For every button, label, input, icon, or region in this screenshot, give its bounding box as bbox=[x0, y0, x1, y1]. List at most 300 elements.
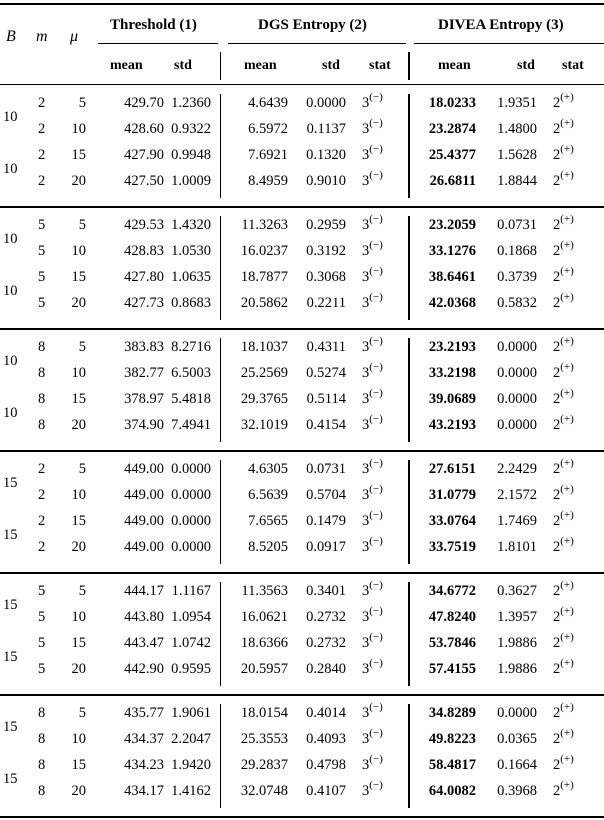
cmid-rule-threshold bbox=[98, 43, 218, 44]
divea-std: 2.1572 bbox=[497, 487, 537, 503]
dgs-stat-sign: (−) bbox=[369, 239, 383, 251]
dgs-std: 0.1320 bbox=[306, 147, 346, 163]
divea-mean: 64.0082 bbox=[428, 783, 476, 799]
divea-mean: 39.0689 bbox=[428, 391, 476, 407]
dgs-stat-value: 3 bbox=[362, 705, 370, 721]
threshold-mean: 427.50 bbox=[124, 173, 164, 189]
divea-std: 0.3968 bbox=[497, 783, 537, 799]
b-value: 10 bbox=[3, 283, 18, 299]
dgs-stat bbox=[362, 413, 383, 435]
divea-stat-sign: (+) bbox=[560, 213, 574, 225]
header-threshold: Threshold (1) bbox=[110, 17, 197, 33]
divea-mean: 33.7519 bbox=[428, 539, 476, 555]
dgs-stat bbox=[362, 657, 383, 679]
b-value: 10 bbox=[3, 405, 18, 421]
dgs-mean: 18.7877 bbox=[240, 269, 288, 285]
divea-mean: 31.0779 bbox=[428, 487, 476, 503]
mu-value: 5 bbox=[78, 461, 86, 477]
divea-std: 2.2429 bbox=[497, 461, 537, 477]
dgs-std: 0.1137 bbox=[306, 121, 346, 137]
m-value: 8 bbox=[38, 757, 46, 773]
threshold-mean: 378.97 bbox=[124, 391, 164, 407]
divea-mean: 23.2059 bbox=[428, 217, 476, 233]
dgs-stat-value: 3 bbox=[362, 269, 370, 285]
divea-stat-value: 2 bbox=[553, 339, 561, 355]
dgs-std: 0.4107 bbox=[306, 783, 346, 799]
dgs-stat bbox=[362, 213, 383, 235]
divea-stat-sign: (+) bbox=[560, 701, 574, 713]
divea-stat bbox=[553, 457, 574, 479]
m-value: 8 bbox=[38, 731, 46, 747]
dgs-stat-value: 3 bbox=[362, 539, 370, 555]
threshold-std: 1.0742 bbox=[171, 635, 211, 651]
divea-stat-sign: (+) bbox=[560, 169, 574, 181]
divea-stat-sign: (+) bbox=[560, 509, 574, 521]
divea-stat bbox=[553, 169, 574, 191]
group-vline-1 bbox=[220, 216, 221, 320]
dgs-stat-value: 3 bbox=[362, 173, 370, 189]
divea-stat-sign: (+) bbox=[560, 361, 574, 373]
dgs-stat bbox=[362, 535, 383, 557]
m-value: 2 bbox=[38, 173, 46, 189]
m-value: 2 bbox=[38, 513, 46, 529]
divea-std: 1.5628 bbox=[497, 147, 537, 163]
mu-value: 20 bbox=[71, 417, 86, 433]
dgs-stat-value: 3 bbox=[362, 365, 370, 381]
threshold-std: 1.0954 bbox=[171, 609, 211, 625]
subheader-dgs-stat: stat bbox=[369, 58, 391, 73]
threshold-mean: 444.17 bbox=[124, 583, 164, 599]
divea-stat bbox=[553, 213, 574, 235]
dgs-stat bbox=[362, 265, 383, 287]
divea-std: 0.3627 bbox=[497, 583, 537, 599]
threshold-std: 0.0000 bbox=[171, 487, 211, 503]
mu-value: 10 bbox=[71, 609, 86, 625]
mu-value: 5 bbox=[78, 339, 86, 355]
group-vline-1 bbox=[220, 338, 221, 442]
mu-value: 20 bbox=[71, 539, 86, 555]
dgs-std: 0.4014 bbox=[306, 705, 346, 721]
divea-std: 0.0000 bbox=[497, 417, 537, 433]
dgs-stat bbox=[362, 143, 383, 165]
dgs-stat-value: 3 bbox=[362, 295, 370, 311]
mu-value: 10 bbox=[71, 731, 86, 747]
divea-std: 1.9351 bbox=[497, 95, 537, 111]
dgs-mean: 16.0621 bbox=[240, 609, 288, 625]
mu-value: 15 bbox=[71, 391, 86, 407]
divea-stat-sign: (+) bbox=[560, 387, 574, 399]
divea-stat-value: 2 bbox=[553, 147, 561, 163]
dgs-stat-sign: (−) bbox=[369, 213, 383, 225]
divea-stat-value: 2 bbox=[553, 417, 561, 433]
threshold-std: 1.0009 bbox=[171, 173, 211, 189]
dgs-stat-sign: (−) bbox=[369, 387, 383, 399]
dgs-std: 0.5704 bbox=[306, 487, 346, 503]
dgs-stat-value: 3 bbox=[362, 487, 370, 503]
divea-stat bbox=[553, 483, 574, 505]
dgs-stat-sign: (−) bbox=[369, 727, 383, 739]
divea-stat-value: 2 bbox=[553, 243, 561, 259]
dgs-stat-value: 3 bbox=[362, 661, 370, 677]
divea-stat bbox=[553, 335, 574, 357]
m-value: 5 bbox=[38, 661, 46, 677]
divea-mean: 23.2193 bbox=[428, 339, 476, 355]
divea-stat bbox=[553, 239, 574, 261]
group-separator-rule bbox=[0, 206, 604, 208]
dgs-stat-sign: (−) bbox=[369, 779, 383, 791]
divea-stat-value: 2 bbox=[553, 121, 561, 137]
divea-stat-value: 2 bbox=[553, 391, 561, 407]
b-value: 10 bbox=[3, 353, 18, 369]
divea-stat-value: 2 bbox=[553, 365, 561, 381]
threshold-mean: 434.23 bbox=[124, 757, 164, 773]
dgs-stat-value: 3 bbox=[362, 757, 370, 773]
dgs-stat-value: 3 bbox=[362, 583, 370, 599]
dgs-mean: 7.6565 bbox=[248, 513, 288, 529]
threshold-mean: 427.73 bbox=[124, 295, 164, 311]
threshold-mean: 434.17 bbox=[124, 783, 164, 799]
divea-std: 1.7469 bbox=[497, 513, 537, 529]
dgs-std: 0.2840 bbox=[306, 661, 346, 677]
dgs-stat bbox=[362, 483, 383, 505]
threshold-mean: 383.83 bbox=[124, 339, 164, 355]
threshold-mean: 382.77 bbox=[124, 365, 164, 381]
b-value: 15 bbox=[3, 597, 18, 613]
threshold-std: 1.9420 bbox=[171, 757, 211, 773]
m-value: 2 bbox=[38, 95, 46, 111]
dgs-stat-sign: (−) bbox=[369, 657, 383, 669]
dgs-stat-sign: (−) bbox=[369, 361, 383, 373]
m-value: 2 bbox=[38, 539, 46, 555]
divea-std: 0.0731 bbox=[497, 217, 537, 233]
divea-stat-value: 2 bbox=[553, 487, 561, 503]
header-dgs: DGS Entropy (2) bbox=[258, 17, 367, 33]
divea-stat-sign: (+) bbox=[560, 483, 574, 495]
dgs-mean: 20.5862 bbox=[240, 295, 288, 311]
dgs-stat-value: 3 bbox=[362, 783, 370, 799]
b-value: 10 bbox=[3, 231, 18, 247]
mu-value: 20 bbox=[71, 295, 86, 311]
threshold-std: 8.2716 bbox=[171, 339, 211, 355]
dgs-stat bbox=[362, 727, 383, 749]
b-value: 15 bbox=[3, 719, 18, 735]
mu-value: 10 bbox=[71, 487, 86, 503]
divea-std: 1.9886 bbox=[497, 661, 537, 677]
mu-value: 10 bbox=[71, 365, 86, 381]
divea-stat-sign: (+) bbox=[560, 457, 574, 469]
dgs-stat bbox=[362, 239, 383, 261]
threshold-std: 1.4320 bbox=[171, 217, 211, 233]
dgs-stat bbox=[362, 701, 383, 723]
divea-std: 0.0000 bbox=[497, 365, 537, 381]
b-value: 10 bbox=[3, 161, 18, 177]
divea-mean: 33.0764 bbox=[428, 513, 476, 529]
divea-stat bbox=[553, 143, 574, 165]
dgs-std: 0.3401 bbox=[306, 583, 346, 599]
divea-stat-value: 2 bbox=[553, 269, 561, 285]
divea-stat-value: 2 bbox=[553, 513, 561, 529]
dgs-mean: 29.3765 bbox=[240, 391, 288, 407]
group-vline-1 bbox=[220, 704, 221, 808]
dgs-stat bbox=[362, 387, 383, 409]
divea-stat-sign: (+) bbox=[560, 779, 574, 791]
divea-stat bbox=[553, 387, 574, 409]
divea-stat-sign: (+) bbox=[560, 91, 574, 103]
m-value: 5 bbox=[38, 635, 46, 651]
dgs-stat-value: 3 bbox=[362, 391, 370, 407]
divea-stat-value: 2 bbox=[553, 731, 561, 747]
dgs-stat-value: 3 bbox=[362, 217, 370, 233]
divea-stat-value: 2 bbox=[553, 757, 561, 773]
mu-value: 10 bbox=[71, 121, 86, 137]
threshold-std: 0.9595 bbox=[171, 661, 211, 677]
subheader-threshold-mean: mean bbox=[110, 58, 143, 73]
dgs-std: 0.3192 bbox=[306, 243, 346, 259]
dgs-mean: 25.3553 bbox=[240, 731, 288, 747]
dgs-stat-sign: (−) bbox=[369, 509, 383, 521]
header-m: m bbox=[36, 28, 48, 45]
mu-value: 20 bbox=[71, 783, 86, 799]
group-vline-1 bbox=[220, 582, 221, 686]
group-separator-rule bbox=[0, 816, 604, 818]
mu-value: 5 bbox=[78, 583, 86, 599]
m-value: 5 bbox=[38, 217, 46, 233]
threshold-mean: 449.00 bbox=[124, 539, 164, 555]
threshold-std: 7.4941 bbox=[171, 417, 211, 433]
threshold-std: 5.4818 bbox=[171, 391, 211, 407]
divea-stat-sign: (+) bbox=[560, 657, 574, 669]
threshold-std: 1.2360 bbox=[171, 95, 211, 111]
group-separator-rule bbox=[0, 450, 604, 452]
divea-stat-sign: (+) bbox=[560, 579, 574, 591]
divea-std: 0.0000 bbox=[497, 339, 537, 355]
dgs-std: 0.2732 bbox=[306, 635, 346, 651]
divea-std: 0.3739 bbox=[497, 269, 537, 285]
mu-value: 15 bbox=[71, 147, 86, 163]
header-divea: DIVEA Entropy (3) bbox=[438, 17, 564, 33]
divea-stat-value: 2 bbox=[553, 583, 561, 599]
m-value: 2 bbox=[38, 461, 46, 477]
divea-stat bbox=[553, 701, 574, 723]
divea-stat-sign: (+) bbox=[560, 239, 574, 251]
dgs-mean: 11.3263 bbox=[241, 217, 288, 233]
dgs-mean: 25.2569 bbox=[240, 365, 288, 381]
dgs-mean: 4.6305 bbox=[248, 461, 288, 477]
mu-value: 15 bbox=[71, 757, 86, 773]
cmid-rule-divea bbox=[414, 43, 604, 44]
dgs-stat-sign: (−) bbox=[369, 605, 383, 617]
top-rule bbox=[0, 3, 604, 5]
divea-mean: 33.2198 bbox=[428, 365, 476, 381]
dgs-stat-value: 3 bbox=[362, 339, 370, 355]
dgs-stat bbox=[362, 509, 383, 531]
divea-std: 1.9886 bbox=[497, 635, 537, 651]
dgs-std: 0.4093 bbox=[306, 731, 346, 747]
divea-stat bbox=[553, 361, 574, 383]
dgs-std: 0.0000 bbox=[306, 95, 346, 111]
group-vline-2 bbox=[408, 582, 410, 686]
dgs-std: 0.0731 bbox=[306, 461, 346, 477]
dgs-stat-value: 3 bbox=[362, 417, 370, 433]
divea-stat-sign: (+) bbox=[560, 117, 574, 129]
m-value: 2 bbox=[38, 147, 46, 163]
divea-stat-sign: (+) bbox=[560, 605, 574, 617]
divea-stat bbox=[553, 291, 574, 313]
threshold-std: 0.0000 bbox=[171, 461, 211, 477]
m-value: 5 bbox=[38, 269, 46, 285]
m-value: 8 bbox=[38, 339, 46, 355]
divea-std: 0.0000 bbox=[497, 705, 537, 721]
dgs-std: 0.2959 bbox=[306, 217, 346, 233]
m-value: 8 bbox=[38, 391, 46, 407]
divea-stat bbox=[553, 779, 574, 801]
m-value: 8 bbox=[38, 365, 46, 381]
b-value: 15 bbox=[3, 771, 18, 787]
mu-value: 15 bbox=[71, 513, 86, 529]
mu-value: 15 bbox=[71, 635, 86, 651]
group-vline-2 bbox=[408, 94, 410, 198]
dgs-mean: 29.2837 bbox=[240, 757, 288, 773]
dgs-mean: 32.0748 bbox=[240, 783, 288, 799]
divea-stat bbox=[553, 413, 574, 435]
divea-mean: 53.7846 bbox=[428, 635, 476, 651]
mu-value: 15 bbox=[71, 269, 86, 285]
dgs-stat bbox=[362, 605, 383, 627]
divea-stat-value: 2 bbox=[553, 635, 561, 651]
divea-mean: 38.6461 bbox=[428, 269, 476, 285]
dgs-std: 0.4798 bbox=[306, 757, 346, 773]
mu-value: 5 bbox=[78, 705, 86, 721]
divea-std: 0.1664 bbox=[497, 757, 537, 773]
b-value: 15 bbox=[3, 475, 18, 491]
divea-stat-value: 2 bbox=[553, 461, 561, 477]
subheader-divea-mean: mean bbox=[438, 58, 471, 73]
divea-stat bbox=[553, 117, 574, 139]
dgs-stat-sign: (−) bbox=[369, 117, 383, 129]
mu-value: 20 bbox=[71, 173, 86, 189]
dgs-mean: 8.5205 bbox=[248, 539, 288, 555]
divea-stat bbox=[553, 605, 574, 627]
cmid-rule-dgs bbox=[228, 43, 406, 44]
divea-stat bbox=[553, 265, 574, 287]
dgs-stat bbox=[362, 169, 383, 191]
divea-stat bbox=[553, 579, 574, 601]
dgs-stat-value: 3 bbox=[362, 731, 370, 747]
dgs-stat bbox=[362, 579, 383, 601]
divea-stat-value: 2 bbox=[553, 173, 561, 189]
divea-stat-value: 2 bbox=[553, 609, 561, 625]
dgs-mean: 6.5639 bbox=[248, 487, 288, 503]
dgs-stat-sign: (−) bbox=[369, 143, 383, 155]
group-vline-1 bbox=[220, 460, 221, 564]
threshold-mean: 374.90 bbox=[124, 417, 164, 433]
divea-mean: 26.6811 bbox=[429, 173, 476, 189]
divea-stat-value: 2 bbox=[553, 95, 561, 111]
subheader-dgs-mean: mean bbox=[244, 58, 277, 73]
divea-std: 1.4800 bbox=[497, 121, 537, 137]
dgs-mean: 18.0154 bbox=[240, 705, 288, 721]
dgs-mean: 7.6921 bbox=[248, 147, 288, 163]
divea-std: 0.5832 bbox=[497, 295, 537, 311]
threshold-std: 1.0530 bbox=[171, 243, 211, 259]
threshold-mean: 435.77 bbox=[124, 705, 164, 721]
dgs-mean: 8.4959 bbox=[248, 173, 288, 189]
divea-stat-value: 2 bbox=[553, 295, 561, 311]
b-value: 15 bbox=[3, 527, 18, 543]
dgs-stat-value: 3 bbox=[362, 147, 370, 163]
divea-mean: 18.0233 bbox=[428, 95, 476, 111]
divea-stat-sign: (+) bbox=[560, 413, 574, 425]
threshold-std: 0.0000 bbox=[171, 539, 211, 555]
dgs-mean: 32.1019 bbox=[240, 417, 288, 433]
divea-stat-sign: (+) bbox=[560, 143, 574, 155]
threshold-mean: 428.60 bbox=[124, 121, 164, 137]
dgs-stat-sign: (−) bbox=[369, 169, 383, 181]
m-value: 5 bbox=[38, 243, 46, 259]
divea-mean: 34.6772 bbox=[428, 583, 476, 599]
threshold-mean: 449.00 bbox=[124, 513, 164, 529]
dgs-stat bbox=[362, 361, 383, 383]
divea-std: 1.3957 bbox=[497, 609, 537, 625]
divea-stat-value: 2 bbox=[553, 661, 561, 677]
group-vline-2 bbox=[408, 216, 410, 320]
dgs-stat bbox=[362, 117, 383, 139]
dgs-stat-sign: (−) bbox=[369, 701, 383, 713]
subheader-divea-stat: stat bbox=[562, 58, 584, 73]
divea-mean: 33.1276 bbox=[428, 243, 476, 259]
mu-value: 20 bbox=[71, 661, 86, 677]
m-value: 2 bbox=[38, 487, 46, 503]
header-B: B bbox=[6, 28, 16, 45]
divea-mean: 47.8240 bbox=[428, 609, 476, 625]
m-value: 5 bbox=[38, 609, 46, 625]
m-value: 2 bbox=[38, 121, 46, 137]
dgs-stat-value: 3 bbox=[362, 95, 370, 111]
divea-mean: 27.6151 bbox=[428, 461, 476, 477]
divea-mean: 58.4817 bbox=[428, 757, 476, 773]
divea-stat bbox=[553, 91, 574, 113]
divea-stat bbox=[553, 631, 574, 653]
header-rule bbox=[0, 84, 604, 85]
threshold-std: 2.2047 bbox=[171, 731, 211, 747]
divea-std: 0.1868 bbox=[497, 243, 537, 259]
dgs-stat-value: 3 bbox=[362, 513, 370, 529]
dgs-stat-value: 3 bbox=[362, 609, 370, 625]
divea-mean: 43.2193 bbox=[428, 417, 476, 433]
dgs-stat-sign: (−) bbox=[369, 335, 383, 347]
threshold-mean: 428.83 bbox=[124, 243, 164, 259]
m-value: 8 bbox=[38, 417, 46, 433]
dgs-stat-sign: (−) bbox=[369, 457, 383, 469]
divea-stat-sign: (+) bbox=[560, 727, 574, 739]
divea-std: 0.0000 bbox=[497, 391, 537, 407]
subheader-threshold-std: std bbox=[174, 58, 192, 73]
dgs-stat-value: 3 bbox=[362, 635, 370, 651]
dgs-std: 0.2732 bbox=[306, 609, 346, 625]
divea-stat bbox=[553, 657, 574, 679]
divea-stat-value: 2 bbox=[553, 705, 561, 721]
dgs-stat-value: 3 bbox=[362, 243, 370, 259]
threshold-mean: 442.90 bbox=[124, 661, 164, 677]
divea-stat-value: 2 bbox=[553, 783, 561, 799]
threshold-mean: 427.80 bbox=[124, 269, 164, 285]
dgs-std: 0.0917 bbox=[306, 539, 346, 555]
m-value: 5 bbox=[38, 295, 46, 311]
dgs-stat-sign: (−) bbox=[369, 579, 383, 591]
dgs-stat-sign: (−) bbox=[369, 91, 383, 103]
threshold-mean: 443.47 bbox=[124, 635, 164, 651]
divea-std: 1.8101 bbox=[497, 539, 537, 555]
